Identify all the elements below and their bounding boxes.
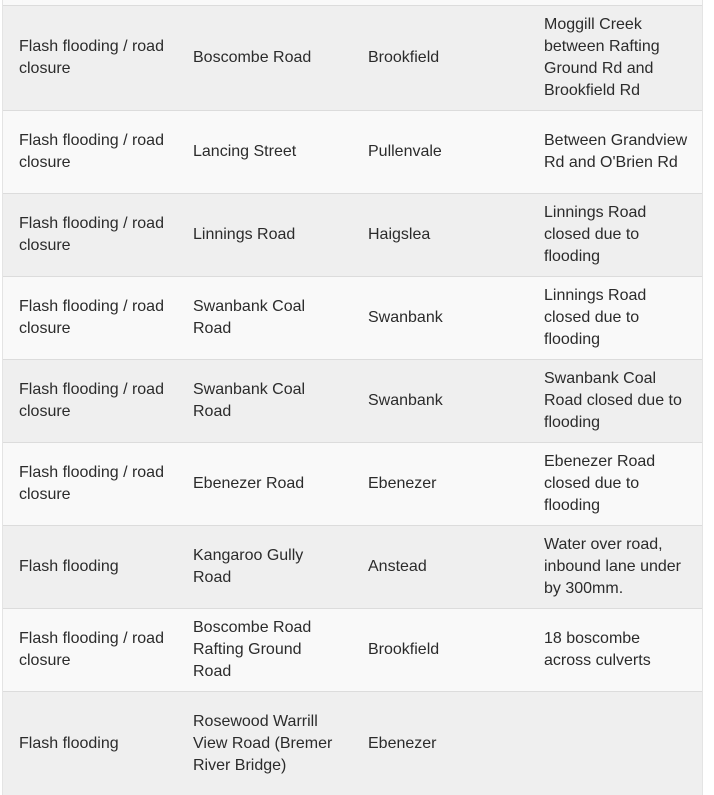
cell-suburb: Brookfield — [352, 6, 528, 111]
cell-type: Flash flooding / road closure — [3, 609, 177, 692]
cell-details: Swanbank Coal Road closed due to flooding — [528, 360, 702, 443]
cell-road: Lancing Street — [177, 111, 352, 194]
cell-road: Boscombe Road — [177, 6, 352, 111]
cell-details: Moggill Creek between Rafting Ground Rd and Brookfield Rd — [528, 6, 702, 111]
cell-suburb: Ebenezer — [352, 692, 528, 795]
cell-suburb: Brookfield — [352, 609, 528, 692]
cell-details: Ebenezer Road closed due to flooding — [528, 443, 702, 526]
cell-type: Flash flooding / road closure — [3, 360, 177, 443]
table-row — [3, 194, 702, 277]
cell-type: Flash flooding / road closure — [3, 194, 177, 277]
cell-suburb: Ebenezer — [352, 443, 528, 526]
cell-type: Flash flooding — [3, 692, 177, 795]
cell-type: Flash flooding / road closure — [3, 6, 177, 111]
cell-road: Boscombe Road Rafting Ground Road — [177, 609, 352, 692]
cell-suburb: Pullenvale — [352, 111, 528, 194]
cell-road: Swanbank Coal Road — [177, 360, 352, 443]
table-row — [3, 443, 702, 526]
cell-road: Kangaroo Gully Road — [177, 526, 352, 609]
road-closures-table-container — [2, 0, 703, 795]
cell-type: Flash flooding — [3, 526, 177, 609]
cell-details: Linnings Road closed due to flooding — [528, 194, 702, 277]
cell-details: Water over road, inbound lane under by 300mm. — [528, 526, 702, 609]
cell-type: Flash flooding / road closure — [3, 111, 177, 194]
cell-suburb: Haigslea — [352, 194, 528, 277]
table-row — [3, 111, 702, 194]
cell-suburb: Anstead — [352, 526, 528, 609]
cell-road: Rosewood Warrill View Road (Bremer River Bridge) — [177, 692, 352, 795]
table-row — [3, 6, 702, 111]
cell-details: Between Grandview Rd and O'Brien Rd — [528, 111, 702, 194]
cell-details: Linnings Road closed due to flooding — [528, 277, 702, 360]
table-row — [3, 692, 702, 795]
cell-road: Ebenezer Road — [177, 443, 352, 526]
table-row — [3, 526, 702, 609]
cell-details: 18 boscombe across culverts — [528, 609, 702, 692]
cell-details — [528, 692, 702, 795]
road-closures-table — [3, 0, 702, 795]
table-row — [3, 609, 702, 692]
cell-suburb: Swanbank — [352, 360, 528, 443]
cell-suburb: Swanbank — [352, 277, 528, 360]
cell-type: Flash flooding / road closure — [3, 277, 177, 360]
cell-type: Flash flooding / road closure — [3, 443, 177, 526]
table-row — [3, 360, 702, 443]
table-row — [3, 277, 702, 360]
cell-road: Linnings Road — [177, 194, 352, 277]
cell-road: Swanbank Coal Road — [177, 277, 352, 360]
